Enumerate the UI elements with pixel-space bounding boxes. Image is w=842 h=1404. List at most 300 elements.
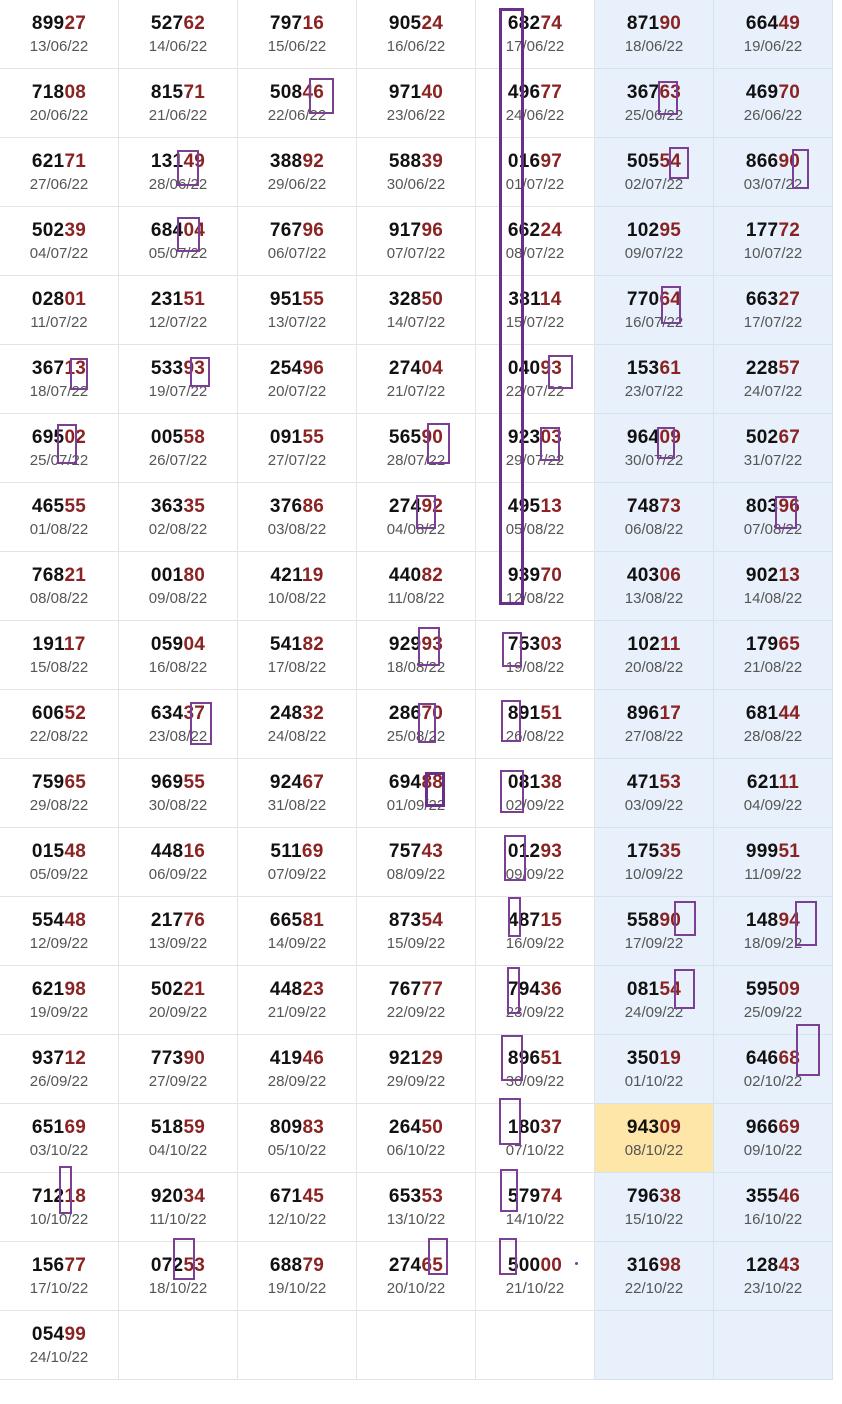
result-number	[32, 358, 86, 379]
number-tail-digits: 44	[778, 702, 801, 724]
number-tail-digits: 38	[659, 1185, 682, 1207]
number-tail-digits: 77	[540, 81, 563, 103]
number-lead-digits: 028	[31, 288, 65, 310]
result-number	[151, 1186, 205, 1207]
result-number	[151, 841, 205, 862]
number-lead-digits: 684	[150, 219, 184, 241]
result-cell	[238, 414, 357, 483]
number-lead-digits: 651	[31, 1116, 65, 1138]
result-cell	[476, 966, 595, 1035]
result-row	[0, 828, 836, 897]
number-tail-digits: 13	[778, 564, 801, 586]
result-cell	[476, 138, 595, 207]
number-lead-digits: 471	[626, 771, 660, 793]
result-number	[508, 289, 561, 310]
number-tail-digits: 13	[540, 495, 563, 517]
result-number	[627, 82, 681, 103]
result-date: 03/09/22	[624, 796, 684, 814]
result-number	[508, 1048, 562, 1069]
result-date: 06/07/22	[267, 244, 327, 262]
number-tail-digits: 69	[301, 840, 324, 862]
result-date: 18/09/22	[743, 934, 803, 952]
result-cell	[0, 1104, 119, 1173]
result-number	[627, 151, 681, 172]
result-number	[508, 772, 562, 793]
result-number	[508, 979, 562, 1000]
result-number	[151, 565, 205, 586]
result-number	[151, 979, 205, 1000]
result-number	[746, 82, 800, 103]
result-number	[32, 634, 85, 655]
result-number	[270, 427, 324, 448]
result-number	[270, 634, 324, 655]
result-date: 04/07/22	[29, 244, 89, 262]
result-cell	[0, 138, 119, 207]
result-cell	[119, 897, 238, 966]
result-date: 27/06/22	[29, 175, 89, 193]
number-lead-digits: 508	[269, 81, 303, 103]
result-cell	[119, 483, 238, 552]
number-tail-digits: 11	[659, 633, 681, 655]
number-lead-digits: 917	[388, 219, 422, 241]
number-tail-digits: 69	[64, 1116, 87, 1138]
result-cell	[119, 828, 238, 897]
result-date: 07/07/22	[386, 244, 446, 262]
result-date: 30/09/22	[505, 1072, 565, 1090]
number-lead-digits: 016	[507, 150, 541, 172]
result-date: 15/07/22	[505, 313, 565, 331]
result-date: 07/08/22	[743, 520, 803, 538]
result-date: 03/07/22	[743, 175, 803, 193]
result-cell	[119, 966, 238, 1035]
result-cell	[714, 0, 833, 69]
result-date: 18/10/22	[148, 1279, 208, 1297]
result-cell	[357, 690, 476, 759]
number-tail-digits: 03	[540, 426, 563, 448]
number-lead-digits: 920	[150, 1185, 184, 1207]
number-tail-digits: 72	[778, 219, 801, 241]
result-date: 26/07/22	[148, 451, 208, 469]
result-cell	[714, 414, 833, 483]
number-tail-digits: 96	[421, 219, 444, 241]
result-number	[508, 358, 562, 379]
result-cell	[238, 207, 357, 276]
number-lead-digits: 768	[31, 564, 65, 586]
result-number	[270, 841, 323, 862]
result-date: 07/10/22	[505, 1141, 565, 1159]
result-number	[746, 841, 800, 862]
result-number	[151, 13, 205, 34]
number-tail-digits: 48	[64, 909, 87, 931]
number-tail-digits: 48	[64, 840, 87, 862]
result-number	[389, 634, 443, 655]
number-tail-digits: 96	[778, 495, 801, 517]
result-date: 12/10/22	[267, 1210, 327, 1228]
number-lead-digits: 803	[745, 495, 779, 517]
result-cell	[119, 621, 238, 690]
number-tail-digits: 88	[421, 771, 444, 793]
result-date: 17/10/22	[29, 1279, 89, 1297]
result-date: 02/08/22	[148, 520, 208, 538]
result-number	[270, 13, 324, 34]
result-number	[270, 151, 324, 172]
number-lead-digits: 495	[507, 495, 541, 517]
result-cell	[595, 138, 714, 207]
result-number	[627, 910, 681, 931]
number-lead-digits: 797	[269, 12, 303, 34]
result-date: 11/09/22	[744, 865, 802, 883]
result-number	[151, 427, 205, 448]
result-cell	[595, 276, 714, 345]
result-date: 26/08/22	[505, 727, 565, 745]
number-tail-digits: 55	[302, 288, 325, 310]
result-cell	[0, 276, 119, 345]
number-tail-digits: 46	[302, 81, 325, 103]
result-cell	[119, 759, 238, 828]
result-number	[389, 151, 443, 172]
number-tail-digits: 51	[540, 702, 563, 724]
number-tail-digits: 82	[421, 564, 444, 586]
result-date: 28/08/22	[743, 727, 803, 745]
result-number	[746, 427, 800, 448]
number-lead-digits: 923	[507, 426, 541, 448]
number-tail-digits: 27	[64, 12, 87, 34]
result-number	[389, 1117, 443, 1138]
number-lead-digits: 866	[745, 150, 779, 172]
number-lead-digits: 929	[388, 633, 422, 655]
result-number	[270, 1186, 324, 1207]
number-lead-digits: 355	[745, 1185, 779, 1207]
result-cell	[595, 621, 714, 690]
number-lead-digits: 500	[507, 1254, 541, 1276]
number-lead-digits: 694	[388, 771, 422, 793]
number-lead-digits: 634	[150, 702, 184, 724]
number-tail-digits: 27	[778, 288, 801, 310]
result-cell	[238, 897, 357, 966]
number-tail-digits: 51	[183, 288, 206, 310]
result-number	[151, 82, 205, 103]
result-cell	[119, 1104, 238, 1173]
result-number	[151, 1117, 205, 1138]
result-number	[389, 82, 443, 103]
result-date: 10/10/22	[29, 1210, 89, 1228]
result-cell	[0, 1173, 119, 1242]
number-lead-digits: 896	[626, 702, 660, 724]
number-lead-digits: 502	[150, 978, 184, 1000]
result-cell	[476, 0, 595, 69]
number-tail-digits: 71	[64, 150, 87, 172]
result-date: 16/08/22	[148, 658, 208, 676]
result-cell	[119, 138, 238, 207]
result-date: 20/08/22	[624, 658, 684, 676]
result-date: 23/09/22	[505, 1003, 565, 1021]
result-number	[270, 979, 324, 1000]
result-date: 21/09/22	[267, 1003, 327, 1021]
number-lead-digits: 606	[31, 702, 65, 724]
number-tail-digits: 16	[183, 840, 206, 862]
number-lead-digits: 937	[31, 1047, 65, 1069]
result-date: 13/10/22	[386, 1210, 446, 1228]
number-lead-digits: 588	[388, 150, 422, 172]
result-cell	[476, 207, 595, 276]
empty-cell	[238, 1311, 357, 1380]
number-tail-digits: 14	[539, 288, 562, 310]
number-tail-digits: 00	[540, 1254, 563, 1276]
result-date: 14/08/22	[743, 589, 803, 607]
result-number	[508, 151, 562, 172]
result-date: 28/06/22	[148, 175, 208, 193]
result-date: 21/10/22	[505, 1279, 565, 1297]
result-cell	[238, 345, 357, 414]
number-tail-digits: 74	[540, 1185, 563, 1207]
result-number	[627, 1117, 681, 1138]
result-cell	[238, 1242, 357, 1311]
result-number	[627, 1255, 681, 1276]
result-date: 29/08/22	[29, 796, 89, 814]
result-date: 17/09/22	[624, 934, 684, 952]
result-cell	[0, 966, 119, 1035]
result-number	[32, 13, 86, 34]
number-lead-digits: 376	[269, 495, 303, 517]
result-number	[389, 220, 443, 241]
number-tail-digits: 93	[421, 633, 444, 655]
number-lead-digits: 905	[388, 12, 422, 34]
result-cell	[714, 897, 833, 966]
result-date: 12/09/22	[29, 934, 89, 952]
result-date: 17/08/22	[267, 658, 327, 676]
number-tail-digits: 49	[183, 150, 206, 172]
number-tail-digits: 70	[421, 702, 444, 724]
number-lead-digits: 148	[745, 909, 779, 931]
result-number	[32, 1255, 86, 1276]
result-date: 18/07/22	[29, 382, 89, 400]
number-lead-digits: 091	[269, 426, 303, 448]
number-lead-digits: 527	[150, 12, 184, 34]
result-number	[389, 979, 443, 1000]
result-number	[508, 13, 562, 34]
result-date: 04/09/22	[743, 796, 803, 814]
number-tail-digits: 19	[659, 1047, 682, 1069]
result-date: 24/09/22	[624, 1003, 684, 1021]
result-date: 19/10/22	[267, 1279, 327, 1297]
result-row	[0, 69, 836, 138]
result-cell	[0, 414, 119, 483]
result-number	[389, 841, 443, 862]
number-lead-digits: 695	[31, 426, 65, 448]
result-cell	[595, 552, 714, 621]
result-cell	[714, 138, 833, 207]
number-tail-digits: 15	[540, 909, 563, 931]
result-date: 19/07/22	[148, 382, 208, 400]
result-number	[746, 565, 800, 586]
result-number	[32, 1117, 86, 1138]
result-cell	[357, 552, 476, 621]
number-lead-digits: 363	[150, 495, 184, 517]
number-lead-digits: 248	[269, 702, 303, 724]
result-number	[389, 358, 443, 379]
empty-cell	[714, 1311, 833, 1380]
number-lead-digits: 286	[388, 702, 422, 724]
number-lead-digits: 773	[150, 1047, 184, 1069]
result-date: 12/07/22	[148, 313, 208, 331]
number-tail-digits: 52	[64, 702, 87, 724]
number-lead-digits: 448	[150, 840, 184, 862]
number-lead-digits: 217	[150, 909, 184, 931]
result-cell	[238, 690, 357, 759]
result-date: 02/10/22	[743, 1072, 803, 1090]
result-date: 10/07/22	[743, 244, 803, 262]
number-tail-digits: 37	[540, 1116, 563, 1138]
result-row	[0, 1035, 836, 1104]
number-lead-digits: 381	[508, 288, 540, 310]
number-tail-digits: 19	[301, 564, 324, 586]
number-tail-digits: 13	[64, 357, 87, 379]
result-cell	[595, 897, 714, 966]
number-tail-digits: 74	[540, 12, 563, 34]
result-number	[32, 565, 86, 586]
result-date: 11/08/22	[387, 589, 445, 607]
result-number	[32, 496, 86, 517]
result-number	[508, 1255, 562, 1276]
result-cell	[0, 690, 119, 759]
result-date: 26/06/22	[743, 106, 803, 124]
result-cell	[238, 0, 357, 69]
number-lead-digits: 128	[745, 1254, 779, 1276]
number-tail-digits: 24	[421, 12, 444, 34]
result-cell	[238, 138, 357, 207]
result-date: 31/08/22	[267, 796, 327, 814]
number-lead-digits: 228	[745, 357, 779, 379]
number-lead-digits: 502	[745, 426, 779, 448]
result-number	[151, 1255, 205, 1276]
number-tail-digits: 11	[778, 771, 800, 793]
result-row	[0, 897, 836, 966]
result-cell	[595, 1242, 714, 1311]
number-tail-digits: 21	[183, 978, 206, 1000]
number-tail-digits: 51	[540, 1047, 563, 1069]
number-tail-digits: 24	[540, 219, 563, 241]
result-number	[151, 151, 205, 172]
result-number	[746, 13, 800, 34]
result-date: 06/10/22	[386, 1141, 446, 1159]
number-tail-digits: 45	[302, 1185, 325, 1207]
result-date: 09/08/22	[148, 589, 208, 607]
number-tail-digits: 32	[302, 702, 325, 724]
result-number	[508, 841, 562, 862]
result-cell	[476, 1104, 595, 1173]
number-tail-digits: 37	[183, 702, 206, 724]
result-date: 14/07/22	[386, 313, 446, 331]
result-row	[0, 1104, 836, 1173]
result-number	[32, 1186, 86, 1207]
number-lead-digits: 718	[31, 81, 65, 103]
result-number	[508, 910, 562, 931]
number-tail-digits: 09	[659, 1116, 682, 1138]
number-tail-digits: 43	[778, 1254, 801, 1276]
number-lead-digits: 663	[745, 288, 779, 310]
result-cell	[357, 828, 476, 897]
number-tail-digits: 96	[302, 219, 325, 241]
number-tail-digits: 04	[183, 219, 206, 241]
result-date: 07/09/22	[267, 865, 327, 883]
result-date: 03/10/22	[29, 1141, 89, 1159]
result-date: 18/08/22	[386, 658, 446, 676]
result-date: 28/09/22	[267, 1072, 327, 1090]
result-date: 23/08/22	[148, 727, 208, 745]
result-date: 10/08/22	[267, 589, 327, 607]
number-tail-digits: 96	[302, 357, 325, 379]
number-tail-digits: 49	[778, 12, 801, 34]
result-number	[627, 841, 681, 862]
result-date: 22/08/22	[29, 727, 89, 745]
result-number	[746, 289, 800, 310]
result-number	[32, 979, 86, 1000]
result-cell	[595, 414, 714, 483]
result-date: 29/09/22	[386, 1072, 446, 1090]
result-cell	[357, 1104, 476, 1173]
result-number	[627, 289, 681, 310]
result-date: 19/06/22	[743, 37, 803, 55]
result-cell	[0, 1242, 119, 1311]
result-cell	[476, 759, 595, 828]
result-date: 20/06/22	[29, 106, 89, 124]
result-number	[389, 910, 443, 931]
result-cell	[476, 897, 595, 966]
number-lead-digits: 102	[626, 219, 660, 241]
result-cell	[357, 1173, 476, 1242]
result-cell	[714, 69, 833, 138]
number-lead-digits: 966	[745, 1116, 779, 1138]
result-cell	[0, 1311, 119, 1380]
number-tail-digits: 93	[540, 840, 563, 862]
number-lead-digits: 421	[270, 564, 302, 586]
result-number	[746, 634, 800, 655]
result-number	[389, 1048, 443, 1069]
result-row	[0, 207, 836, 276]
result-number	[627, 358, 681, 379]
result-row	[0, 552, 836, 621]
result-number	[746, 910, 800, 931]
number-lead-digits: 873	[388, 909, 422, 931]
result-number	[32, 82, 86, 103]
number-lead-digits: 682	[507, 12, 541, 34]
result-number	[32, 1048, 86, 1069]
result-number	[746, 1117, 800, 1138]
result-date: 27/08/22	[624, 727, 684, 745]
number-lead-digits: 896	[507, 1047, 541, 1069]
number-tail-digits: 77	[64, 1254, 87, 1276]
result-date: 23/07/22	[624, 382, 684, 400]
number-lead-digits: 081	[626, 978, 660, 1000]
result-cell	[357, 414, 476, 483]
number-lead-digits: 939	[507, 564, 541, 586]
result-date: 20/07/22	[267, 382, 327, 400]
result-date: 15/08/22	[29, 658, 89, 676]
result-cell	[595, 759, 714, 828]
result-cell	[119, 690, 238, 759]
number-tail-digits: 92	[302, 150, 325, 172]
result-cell	[119, 1173, 238, 1242]
number-lead-digits: 554	[31, 909, 65, 931]
number-tail-digits: 34	[183, 1185, 206, 1207]
result-date: 14/10/22	[505, 1210, 565, 1228]
result-date: 24/10/22	[29, 1348, 89, 1366]
result-date: 27/07/22	[267, 451, 327, 469]
result-cell	[595, 1035, 714, 1104]
result-number	[747, 772, 799, 793]
number-tail-digits: 54	[659, 150, 682, 172]
result-date: 09/07/22	[624, 244, 684, 262]
